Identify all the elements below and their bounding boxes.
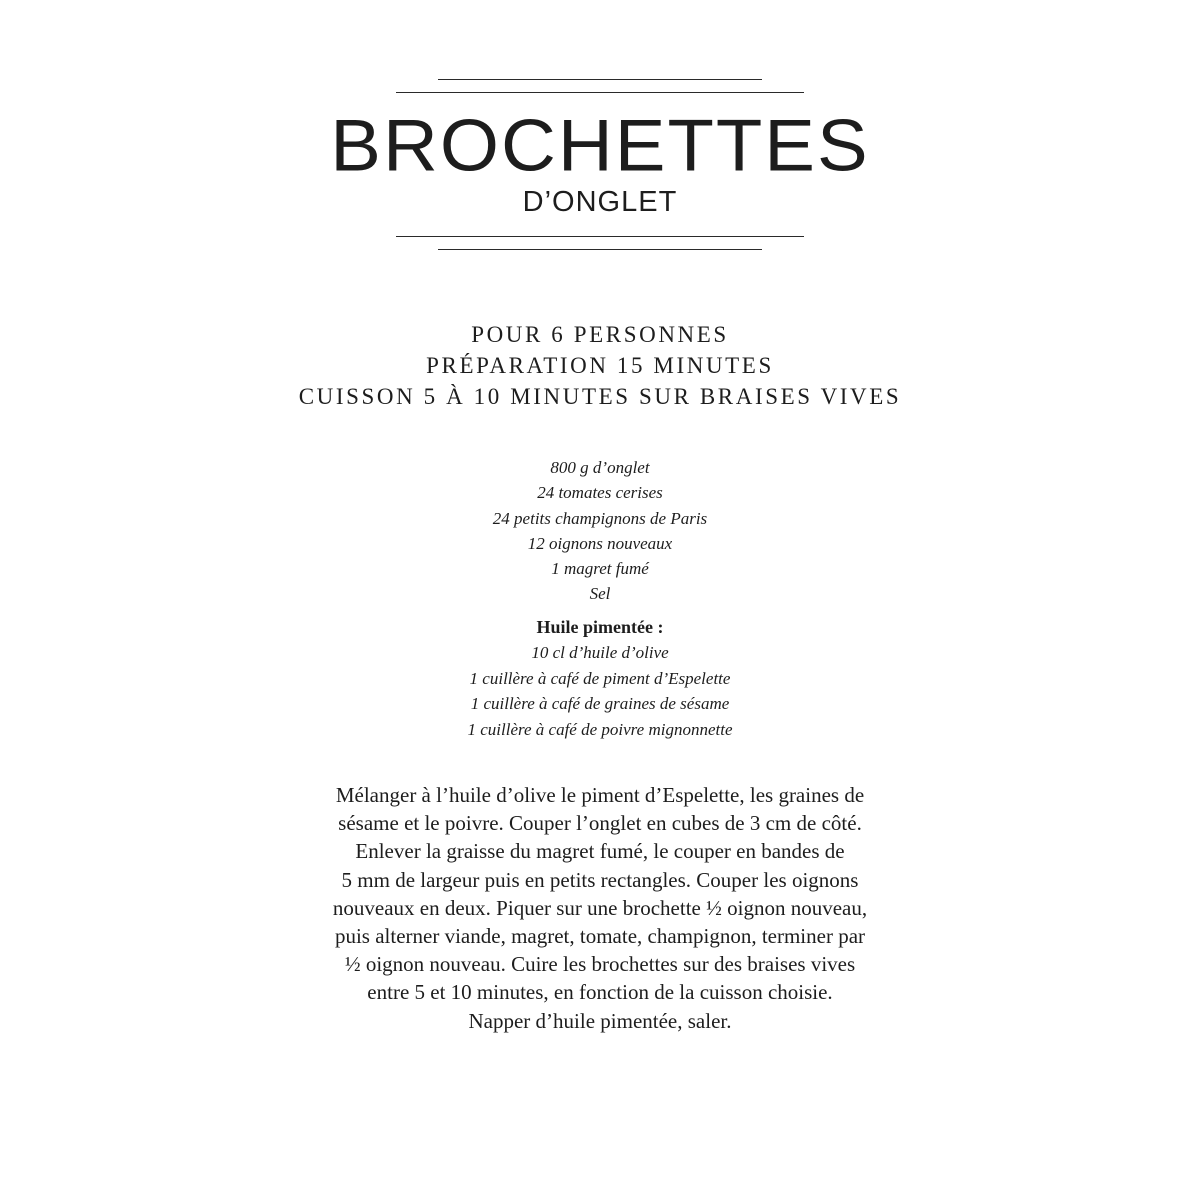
ingredient-item: 1 magret fumé (551, 559, 649, 579)
ingredient-item: 24 tomates cerises (537, 483, 663, 503)
ingredient-item: 10 cl d’huile d’olive (531, 643, 669, 662)
servings-line: POUR 6 PERSONNES (471, 322, 729, 347)
recipe-meta (0, 319, 1200, 412)
instruction-line: nouveaux en deux. Piquer sur une brochette ½ oignon nouveau, (332, 895, 868, 920)
ingredient-item: Sel (589, 584, 611, 604)
ingredient-item: 1 cuillère à café de graines de sésame (470, 694, 730, 713)
recipe-subtitle: D’ONGLET (522, 186, 678, 218)
instruction-line: Napper d’huile pimentée, saler. (468, 1008, 732, 1033)
instruction-line: ½ oignon nouveau. Cuire les brochettes sur des braises vives (344, 952, 856, 977)
title-rule-bottom-long (396, 236, 804, 237)
ingredient-item: 24 petits champignons de Paris (492, 508, 708, 528)
instruction-line: puis alterner viande, magret, tomate, champignon, terminer par (334, 924, 866, 949)
ingredient-item: 1 cuillère à café de poivre mignonnette (467, 719, 733, 739)
chili-oil-heading: Huile pimentée : (536, 617, 664, 637)
chili-oil-ingredient-list (0, 640, 1200, 742)
title-rule-top-long (396, 92, 804, 93)
recipe-instructions (0, 781, 1200, 1035)
ingredient-item: 800 g d’onglet (550, 458, 650, 477)
instruction-line: 5 mm de largeur puis en petits rectangles. Couper les oignons (341, 867, 859, 892)
preparation-line: PRÉPARATION 15 MINUTES (426, 353, 774, 378)
ingredient-list (0, 455, 1200, 607)
instruction-line: Mélanger à l’huile d’olive le piment d’Espelette, les graines de (335, 783, 865, 807)
ingredient-item: 12 oignons nouveaux (527, 533, 673, 553)
cooking-line: CUISSON 5 À 10 MINUTES SUR BRAISES VIVES (298, 384, 902, 409)
ingredient-item: 1 cuillère à café de piment d’Espelette (469, 668, 731, 688)
instruction-line: sésame et le poivre. Couper l’onglet en cubes de 3 cm de côté. (338, 811, 862, 836)
instruction-line: entre 5 et 10 minutes, en fonction de la cuisson choisie. (367, 980, 833, 1005)
title-rule-top-short (438, 79, 762, 80)
instruction-line: Enlever la graisse du magret fumé, le couper en bandes de (355, 839, 845, 864)
title-rule-bottom-short (438, 249, 762, 250)
recipe-title: BROCHETTES (330, 104, 870, 187)
